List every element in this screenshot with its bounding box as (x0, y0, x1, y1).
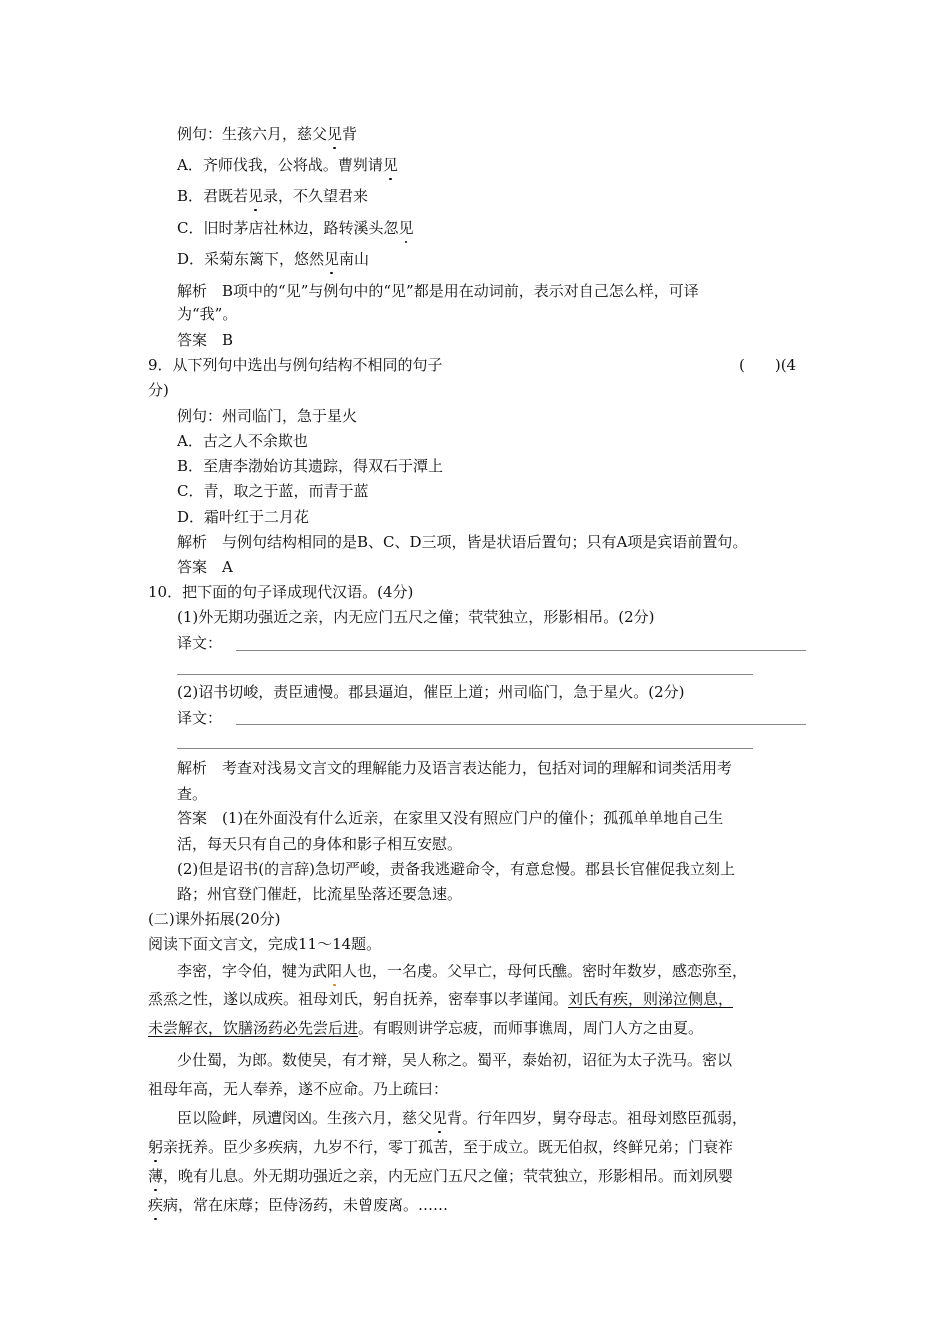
q8-example-post: 背 (342, 125, 358, 143)
q10-answer-1-line1 (177, 808, 723, 828)
passage-p1-line1 (177, 961, 747, 981)
q8-analysis-line1: 解析 B项中的“见”与例句中的“见”都是用在动词前，表示对自己怎么样，可译 (177, 282, 699, 300)
q10-answer-2-line1: (2)但是诏书(的言辞)急切严峻，责备我逃避命令，有意怠慢。郡县长官催促我立刻上 (177, 860, 735, 878)
q9-answer: 答案 A (177, 558, 233, 576)
passage-p3-l1-b: 背。行年四岁，舅夺母志。祖母刘愍臣孤弱， (447, 1109, 748, 1127)
passage-p2-line1: 少仕蜀，为郎。数使吴，有才辩，吴人称之。蜀平，泰始初，诏征为太子洗马。密以 (177, 1051, 733, 1069)
q9-stem: 9．从下列句中选出与例句结构不相同的句子 (148, 356, 443, 374)
q8-option-d (177, 249, 369, 269)
passage-p1-underlined-2: 未尝解衣，饮膳汤药必先尝后进 (148, 1019, 359, 1037)
passage-p3-dotted-char-1: 见 (432, 1109, 448, 1127)
q10-answer-line-1b[interactable] (177, 674, 753, 675)
q10-answer-1-post: 应门户的僮仆；孤孤单单地自己生 (498, 809, 724, 827)
q9-answer-bracket: ( )(4 (739, 356, 797, 374)
passage-p1-dotted-char: 阳 (327, 962, 343, 980)
q8-option-c (177, 218, 414, 238)
q9-example: 例句：州司临门，急于星火 (177, 407, 358, 425)
passage-p1-l3-b: 。有暇则讲学忘疲，而师事谯周，周门人方之由夏。 (358, 1019, 704, 1037)
passage-p1-underlined-1: 刘氏有疾，则涕泣侧息， (568, 990, 734, 1008)
q10-analysis-line1: 解析 考查对浅易文言文的理解能力及语言表达能力，包括对词的理解和词类活用考 (177, 759, 733, 777)
q8-answer: 答案 B (177, 331, 234, 349)
passage-p3-line1 (177, 1108, 747, 1128)
passage-p1-l1-a: 李密，字令伯，犍为武 (177, 962, 328, 980)
q9-analysis: 解析 与例句结构相同的是B、C、D三项，皆是状语后置句；只有A项是宾语前置句。 (177, 533, 748, 551)
q8-option-d-post: 南山 (339, 250, 370, 268)
passage-p3-line2 (148, 1137, 733, 1157)
passage-p3-l2-b: 亲抚养。臣少多疾病，九岁不行，零丁孤苦，至于成立。既无伯叔，终鲜兄弟；门衰祚 (163, 1138, 734, 1156)
q10-translation-label-2: 译文： (177, 709, 223, 727)
section2-instruction: 阅读下面文言文，完成11～14题。 (148, 935, 382, 953)
q10-translation-label-1: 译文： (177, 634, 223, 652)
q10-answer-line-1a[interactable] (236, 650, 806, 651)
passage-p3-l3-b: ，晚有儿息。外无期功强近之亲，内无应门五尺之僮；茕茕独立，形影相吊。而刘夙婴 (163, 1167, 734, 1185)
q10-sentence-1: (1)外无期功强近之亲，内无应门五尺之僮；茕茕独立，形影相吊。(2分) (177, 608, 655, 626)
q8-option-d-pre: D．采菊东篱下，悠然 (177, 250, 325, 268)
q9-option-c: C．青，取之于蓝，而青于蓝 (177, 482, 369, 500)
passage-p1-line2 (148, 989, 733, 1009)
q10-answer-1-line2: 活，每天只有自己的身体和影子相互安慰。 (177, 835, 463, 853)
q9-option-d: D．霜叶红于二月花 (177, 508, 310, 526)
q9-option-b: B．至唐李渤始访其遗踪，得双石于潭上 (177, 457, 444, 475)
q8-option-d-dotted-char: 见 (324, 250, 340, 268)
passage-p3-line3 (148, 1166, 733, 1186)
q8-option-a (177, 155, 398, 175)
q8-analysis-line2: 为“我”。 (177, 305, 238, 323)
q8-option-a-dotted-char: 见 (382, 156, 398, 174)
q8-option-c-pre: C．旧时茅店社林边，路转溪头忽 (177, 219, 399, 237)
q8-example (177, 124, 357, 144)
q8-option-c-dotted-char: 见 (398, 219, 414, 237)
q10-analysis-line2: 查。 (177, 785, 208, 803)
q10-answer-2-line2: 路；州官登门催赶，比流星坠落还要急速。 (177, 885, 463, 903)
passage-p1-line3 (148, 1018, 703, 1038)
passage-p1-l1-b: 人也，一名虔。父早亡，母何氏醮。密时年数岁，感恋弥至， (342, 962, 748, 980)
q8-option-b-post: 录，不久望君来 (263, 187, 369, 205)
q10-answer-line-2b[interactable] (177, 748, 753, 749)
passage-p3-dotted-char-2: 躬 (148, 1138, 164, 1156)
section2-heading: (二)课外拓展(20分) (148, 910, 281, 928)
q8-option-b-dotted-char: 见 (248, 187, 264, 205)
q10-answer-line-2a[interactable] (236, 724, 806, 725)
q8-example-pre: 例句：生孩六月，慈父 (177, 125, 328, 143)
passage-p3-l1-a: 臣以险衅，夙遭闵凶。生孩六月，慈父 (177, 1109, 433, 1127)
passage-p2-line2: 祖母年高，无人奉养，遂不应命。乃上疏曰： (148, 1080, 449, 1098)
q10-answer-1-pre: 答案 (1)在外面没有什么近亲，在家里又没有照 (177, 809, 499, 827)
passage-p3-dotted-char-3: 薄 (148, 1167, 164, 1185)
passage-p3-dotted-char-4: 疾 (148, 1196, 164, 1214)
q8-option-a-pre: A．齐师伐我，公将战。曹刿请 (177, 156, 383, 174)
q8-option-b-pre: B．君既若 (177, 187, 249, 205)
passage-p3-l4-b: 病，常在床蓐；臣侍汤药，未曾废离。…… (163, 1196, 449, 1214)
q9-option-a: A．古之人不余欺也 (177, 432, 308, 450)
passage-p3-line4 (148, 1195, 448, 1215)
q9-points-cont: 分) (148, 381, 169, 399)
q8-option-b (177, 186, 368, 206)
q10-sentence-2: (2)诏书切峻，责臣逋慢。郡县逼迫，催臣上道；州司临门，急于星火。(2分) (177, 683, 685, 701)
q10-stem: 10．把下面的句子译成现代汉语。(4分) (148, 583, 414, 601)
passage-p1-l2: 烝烝之性，遂以成疾。祖母刘氏，躬自抚养，密奉事以孝谨闻。 (148, 990, 569, 1008)
q8-example-dotted-char: 见 (327, 125, 343, 143)
